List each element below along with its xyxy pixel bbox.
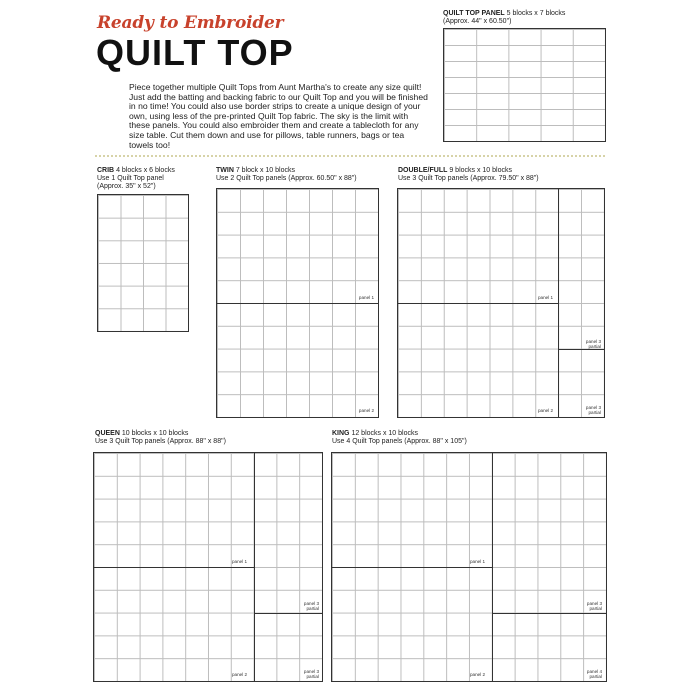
queen-left-divider [94, 567, 255, 568]
king-panel-3-text: panel 3 [586, 601, 602, 606]
twin-use: Use 2 Quilt Top panels (Approx. 60.50" x 88") [216, 175, 357, 183]
crib-use: Use 1 Quilt Top panel [97, 175, 164, 183]
double-full-panel-1-label: panel 1 [538, 295, 554, 300]
twin-caption [216, 167, 357, 183]
queen-panel-3-text: panel 3 [303, 601, 319, 606]
king-panel-2-label: panel 2 [470, 672, 486, 677]
king-panel-3-partial: partial [589, 606, 602, 611]
page-title: QUILT TOP [96, 32, 294, 73]
king-left-divider [332, 567, 493, 568]
queen-caption [95, 430, 226, 446]
double-full-use: Use 3 Quilt Top panels (Approx. 79.50" x 88") [398, 175, 539, 183]
double-full-panel-3b-label [586, 405, 601, 415]
queen-panel-2-label: panel 2 [232, 672, 248, 677]
section-divider [95, 155, 605, 157]
quilt-top-panel-approx: (Approx. 44" x 60.50") [443, 18, 512, 26]
double-full-blocks: 9 blocks x 10 blocks [449, 167, 512, 174]
king-caption [332, 430, 467, 446]
twin-panel-divider [217, 303, 378, 304]
double-full-diagram [397, 188, 605, 418]
double-full-panel-3-label [586, 339, 601, 349]
quilt-top-panel-diagram [443, 28, 606, 142]
queen-blocks: 10 blocks x 10 blocks [121, 430, 189, 437]
ready-to-embroider-heading: Ready to Embroider [97, 13, 284, 33]
quilt-top-panel-blocks: 5 blocks x 7 blocks [506, 10, 566, 17]
queen-panel-3-partial: partial [306, 606, 319, 611]
crib-name: CRIB [97, 167, 115, 174]
crib-diagram [97, 194, 189, 332]
queen-panel-1-label: panel 1 [232, 559, 248, 564]
double-full-panel-3b-text: panel 3 [585, 405, 601, 410]
king-name: KING [332, 430, 350, 437]
queen-panel-3b-partial: partial [306, 674, 319, 679]
queen-diagram [93, 452, 323, 682]
king-blocks: 12 blocks x 10 blocks [351, 430, 418, 437]
crib-approx: (Approx. 35" x 52") [97, 183, 156, 191]
double-full-name: DOUBLE/FULL [398, 167, 448, 174]
twin-panel-2-label: panel 2 [358, 408, 374, 413]
crib-blocks: 4 blocks x 6 blocks [116, 167, 175, 174]
double-full-panel-3-partial: partial [588, 344, 601, 349]
king-panel-4-label [587, 669, 602, 679]
king-diagram [331, 452, 607, 682]
twin-panel-1-label: panel 1 [358, 295, 374, 300]
queen-use: Use 3 Quilt Top panels (Approx. 88" x 88") [95, 438, 226, 446]
quilt-top-panel-name: QUILT TOP PANEL [443, 10, 505, 17]
double-full-right-divider [558, 349, 604, 350]
double-full-left-divider [398, 303, 559, 304]
double-full-panel-3b-partial: partial [588, 410, 601, 415]
queen-panel-3b-label [304, 669, 319, 679]
king-panel-3-label [587, 601, 602, 611]
intro-paragraph: Piece together multiple Quilt Tops from Aunt Martha's to create any size quilt! Just add the batting and backing fabric to our Quilt Top and you will be finished in no time! You could also use border strips to create a unique design of your own, using less of the pre-printed Quilt Top fabric. The sky is the limit with these panels. You could also embroider them and create a tablecloth for any size table. Cut them down and use for pillows, table runners, bags or tea towels too! [129, 82, 428, 150]
queen-right-divider [254, 613, 322, 614]
double-full-caption [398, 167, 539, 183]
quilt-top-panel-caption [443, 10, 565, 26]
king-panel-4-partial: partial [589, 674, 602, 679]
queen-panel-3-label [304, 601, 319, 611]
twin-name: TWIN [216, 167, 234, 174]
twin-diagram [216, 188, 379, 418]
double-full-panel-3-text: panel 3 [585, 339, 601, 344]
queen-panel-3b-text: panel 3 [303, 669, 319, 674]
twin-blocks: 7 block x 10 blocks [235, 167, 295, 174]
king-right-divider [492, 613, 606, 614]
queen-name: QUEEN [95, 430, 120, 437]
king-use: Use 4 Quilt Top panels (Approx. 88" x 105") [332, 438, 467, 446]
crib-caption [97, 167, 175, 192]
king-panel-4-text: panel 4 [586, 669, 602, 674]
double-full-panel-2-label: panel 2 [538, 408, 554, 413]
king-panel-1-label: panel 1 [470, 559, 486, 564]
